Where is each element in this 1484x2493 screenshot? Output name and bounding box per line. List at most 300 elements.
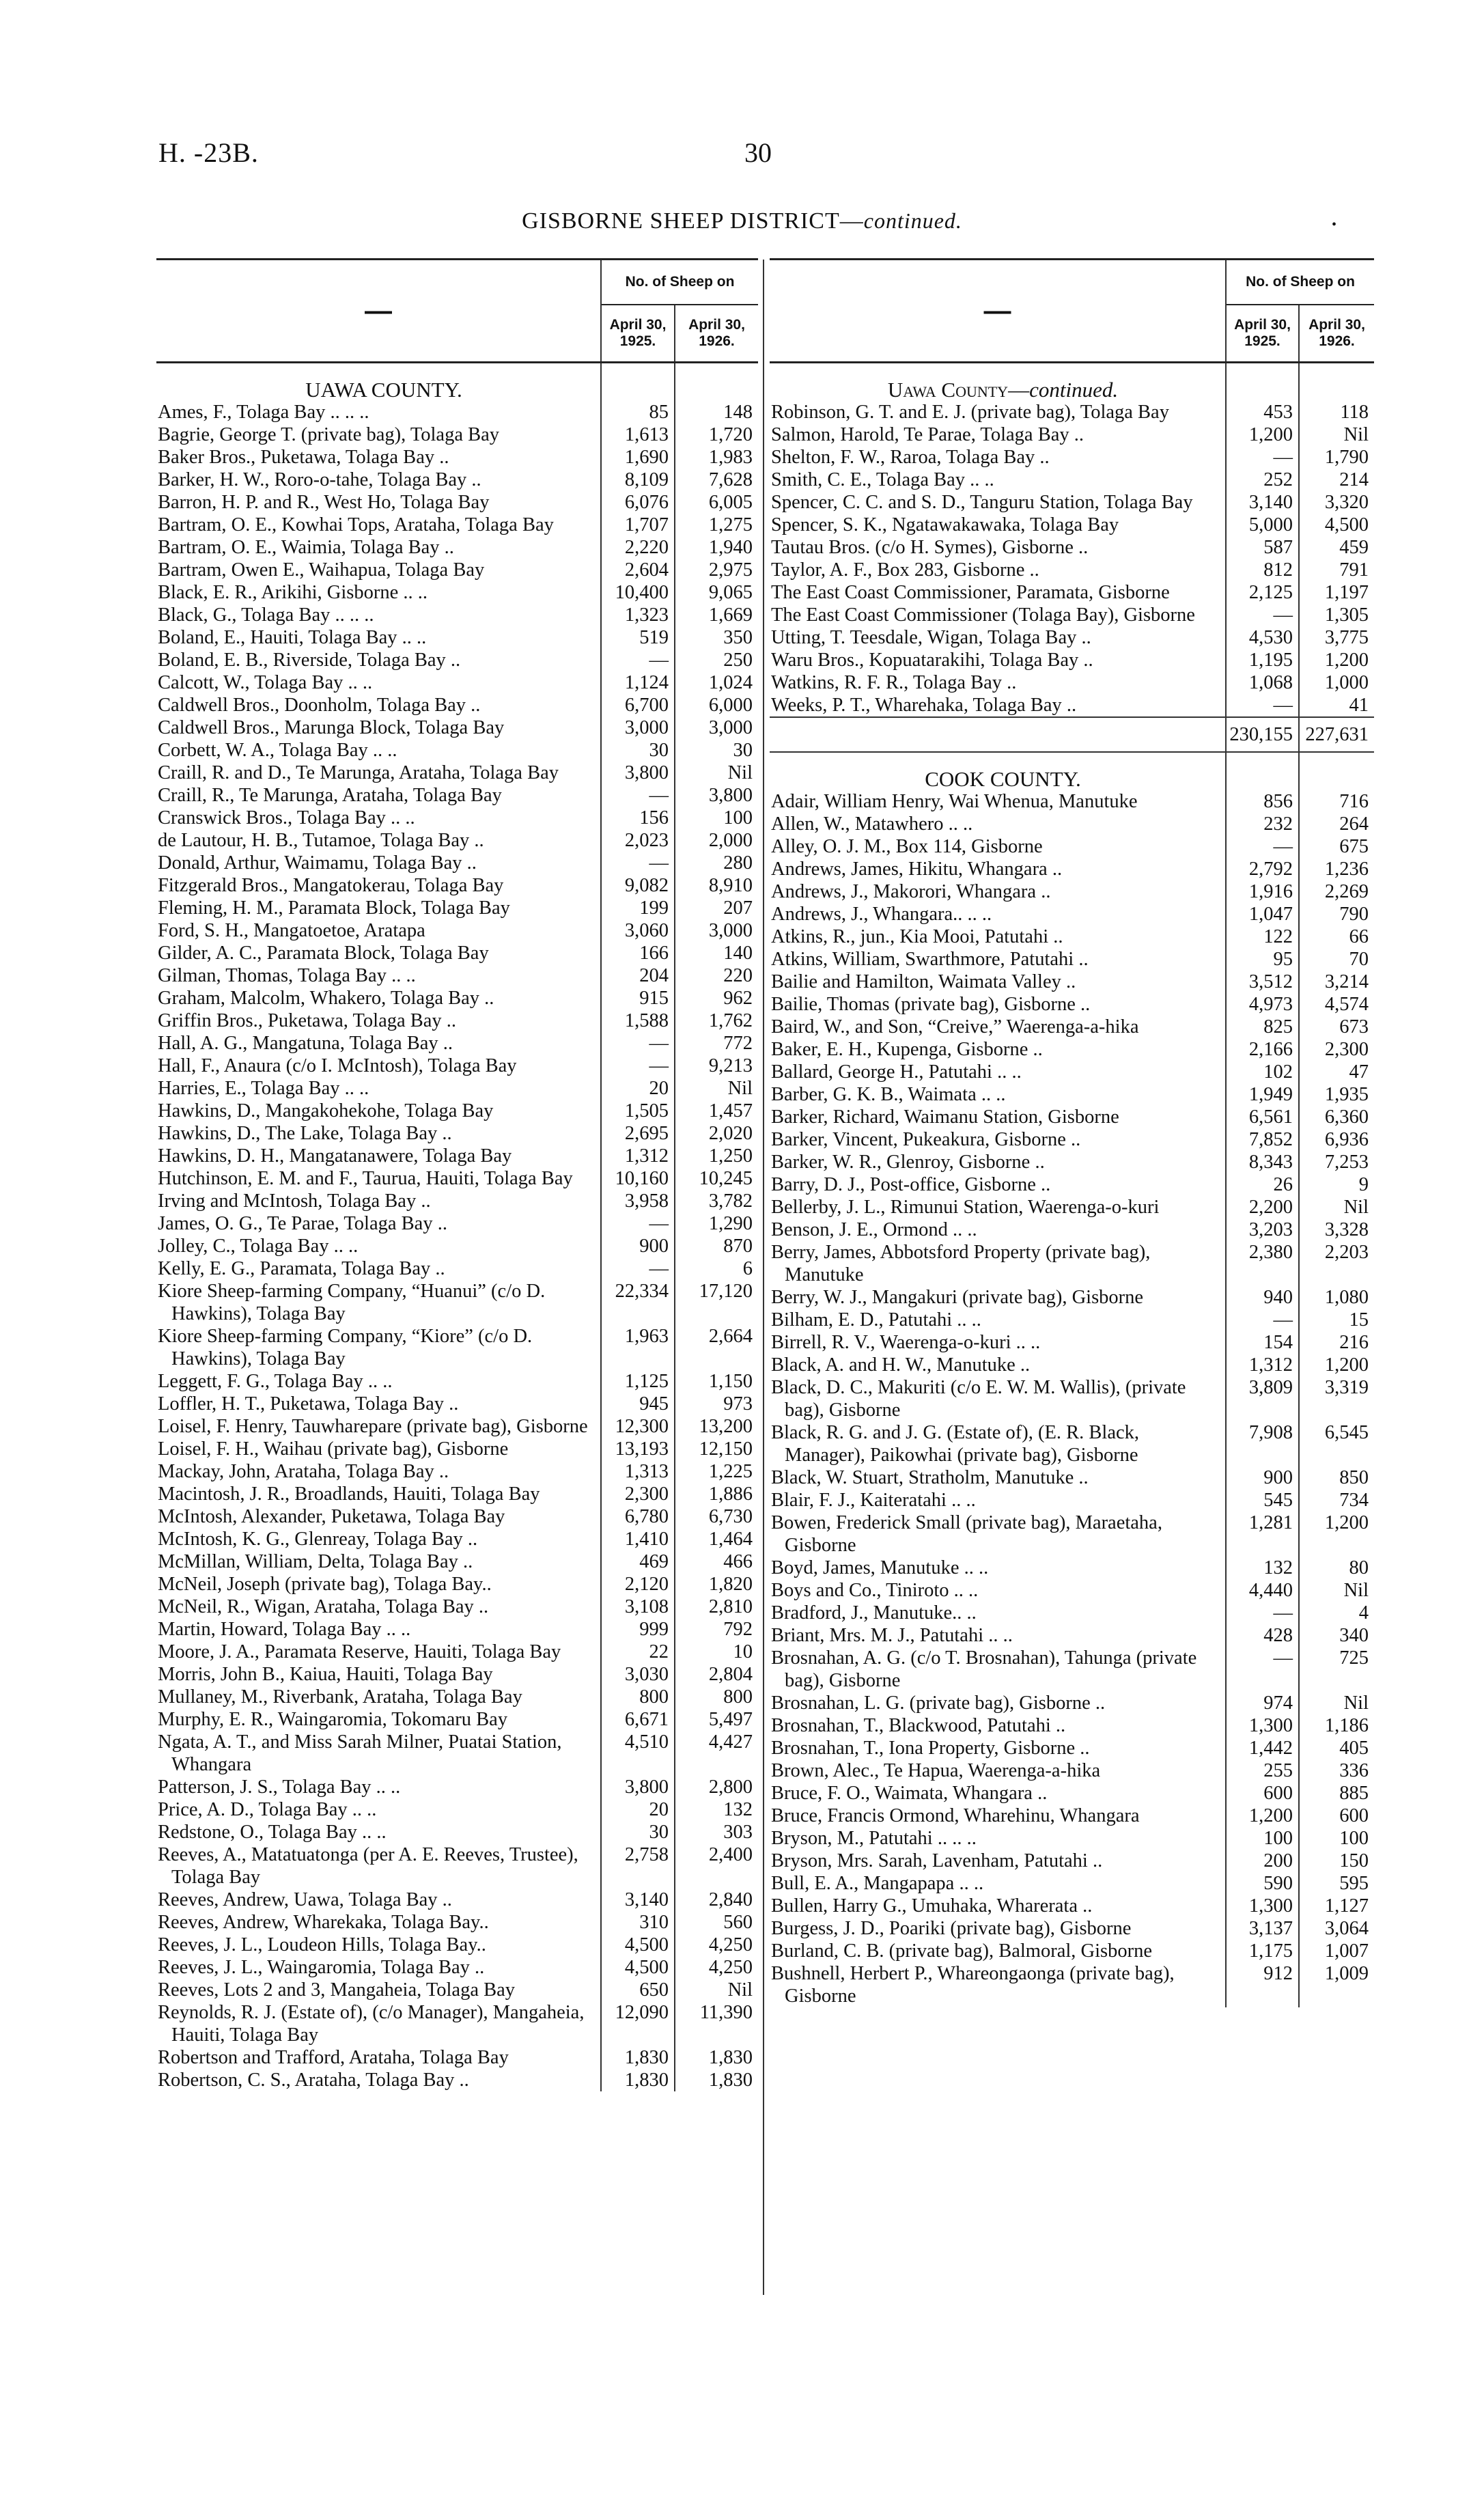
sheep-1925: 1,312 (1226, 1354, 1299, 1376)
sheep-1925: 8,343 (1226, 1151, 1299, 1173)
sheep-1925: 10,160 (601, 1167, 675, 1190)
table-row (770, 401, 1374, 423)
table-row (156, 1393, 758, 1415)
table-row (770, 1850, 1374, 1872)
owner-name: Robertson and Trafford, Arataha, Tolaga Bay (158, 2047, 509, 2068)
county-heading (156, 363, 601, 402)
sheep-1926: 8,910 (675, 874, 758, 897)
sheep-1925: 1,830 (601, 2069, 675, 2091)
owner-name: James, O. G., Te Parae, Tolaga Bay .. (158, 1213, 447, 1234)
document-reference: H. -23B. (158, 137, 259, 168)
owner-name: Bull, E. A., Mangapapa .. .. (771, 1873, 984, 1894)
sheep-1925: 469 (601, 1550, 675, 1573)
table-row (156, 1235, 758, 1257)
sheep-1925: 1,068 (1226, 671, 1299, 694)
sheep-1925: 2,220 (601, 536, 675, 559)
column-divider (763, 260, 764, 2295)
owner-name: Kiore Sheep-farming Company, “Kiore” (c/o D. Hawkins), Tolaga Bay (158, 1326, 533, 1369)
owner-name: Bilham, E. D., Patutahi .. .. (771, 1309, 981, 1331)
owner-name: Robertson, C. S., Arataha, Tolaga Bay .. (158, 2070, 469, 2091)
sheep-1925: 12,300 (601, 1415, 675, 1438)
sheep-1925: 3,203 (1226, 1218, 1299, 1241)
sheep-1925: 2,200 (1226, 1196, 1299, 1218)
owner-name: Baker, E. H., Kupenga, Gisborne .. (771, 1039, 1043, 1060)
table-row (770, 694, 1374, 717)
sheep-1926: 2,000 (675, 829, 758, 852)
sheep-1925: 3,137 (1226, 1917, 1299, 1940)
table-row (770, 1173, 1374, 1196)
sheep-1926: 1,464 (675, 1528, 758, 1550)
table-row (156, 1325, 758, 1370)
sheep-1926: 11,390 (675, 2001, 758, 2046)
owner-name: Reeves, J. L., Waingaromia, Tolaga Bay .. (158, 1957, 485, 1978)
sheep-1926: 10 (675, 1641, 758, 1663)
table-row (156, 987, 758, 1009)
sheep-1926: 1,009 (1299, 1962, 1374, 2007)
owner-name: Briant, Mrs. M. J., Patutahi .. .. (771, 1625, 1013, 1646)
owner-name: Alley, O. J. M., Box 114, Gisborne (771, 836, 1043, 857)
table-row (156, 807, 758, 829)
sheep-1925: — (601, 1212, 675, 1235)
sheep-1926: 675 (1299, 835, 1374, 858)
sheep-1926: 792 (675, 1618, 758, 1641)
sheep-1925: 310 (601, 1911, 675, 1934)
owner-name: Baird, W., and Son, “Creive,” Waerenga-a-hika (771, 1016, 1139, 1037)
sheep-1926: 150 (1299, 1850, 1374, 1872)
table-row (156, 401, 758, 423)
table-row (770, 971, 1374, 993)
sheep-1926: 3,800 (675, 784, 758, 807)
sheep-1926: 2,300 (1299, 1038, 1374, 1061)
sheep-1926: 3,000 (675, 716, 758, 739)
owner-name: Reeves, A., Matatuatonga (per A. E. Reeves, Trustee), Tolaga Bay (158, 1844, 578, 1888)
sheep-1925: — (601, 1055, 675, 1077)
sheep-1925: 6,780 (601, 1505, 675, 1528)
table-row (770, 491, 1374, 514)
sheep-1926: 7,253 (1299, 1151, 1374, 1173)
sheep-1926: 264 (1299, 813, 1374, 835)
table-row (156, 762, 758, 784)
sheep-1926: 1,200 (1299, 1354, 1374, 1376)
table-row (770, 948, 1374, 971)
table-row (156, 1122, 758, 1145)
sheep-1926: 7,628 (675, 469, 758, 491)
owner-name: Gilman, Thomas, Tolaga Bay .. .. (158, 965, 416, 986)
sheep-1926: 3,328 (1299, 1218, 1374, 1241)
empty-cell (675, 363, 758, 402)
sheep-1926: 250 (675, 649, 758, 671)
sheep-1926: 1,762 (675, 1009, 758, 1032)
owner-name: Bryson, M., Patutahi .. .. .. (771, 1828, 977, 1849)
sheep-1925: 1,175 (1226, 1940, 1299, 1962)
owner-name: Murphy, E. R., Waingaromia, Tokomaru Bay (158, 1709, 508, 1730)
sheep-1926: 1,457 (675, 1100, 758, 1122)
table-row (770, 671, 1374, 694)
table-row (770, 1106, 1374, 1128)
sheep-1926: 800 (675, 1686, 758, 1708)
owner-name: Reeves, Andrew, Wharekaka, Tolaga Bay.. (158, 1912, 489, 1933)
owner-name: Barker, W. R., Glenroy, Gisborne .. (771, 1152, 1045, 1173)
owner-name: Smith, C. E., Tolaga Bay .. .. (771, 469, 994, 490)
sheep-1925: 900 (1226, 1466, 1299, 1489)
sheep-1926: 148 (675, 401, 758, 423)
sheep-1925: 154 (1226, 1331, 1299, 1354)
table-row (770, 423, 1374, 446)
sheep-1925: 156 (601, 807, 675, 829)
owner-name: Barker, Richard, Waimanu Station, Gisborne (771, 1106, 1119, 1128)
owner-name: Boyd, James, Manutuke .. .. (771, 1557, 989, 1578)
sheep-1926: 13,200 (675, 1415, 758, 1438)
sheep-1926: 885 (1299, 1782, 1374, 1805)
sheep-1925: 232 (1226, 813, 1299, 835)
owner-name: Bruce, F. O., Waimata, Whangara .. (771, 1783, 1048, 1804)
table-row (156, 2046, 758, 2069)
sheep-1926: 1,186 (1299, 1714, 1374, 1737)
owner-name: Bagrie, George T. (private bag), Tolaga Bay (158, 424, 500, 445)
table-row (770, 1038, 1374, 1061)
sheep-1926: 791 (1299, 559, 1374, 581)
owner-name: Calcott, W., Tolaga Bay .. .. (158, 672, 373, 693)
owner-name: Andrews, J., Whangara.. .. .. (771, 904, 992, 925)
sheep-1925: 1,707 (601, 514, 675, 536)
sheep-1926: 1,983 (675, 446, 758, 469)
sheep-1925: 600 (1226, 1782, 1299, 1805)
sheep-1926: Nil (1299, 1692, 1374, 1714)
owner-name: The East Coast Commissioner, Paramata, Gisborne (771, 582, 1170, 603)
table-row (156, 649, 758, 671)
sheep-1925: 825 (1226, 1016, 1299, 1038)
owner-name: Barker, H. W., Roro-o-tahe, Tolaga Bay .. (158, 469, 481, 490)
sheep-1926: 6,360 (1299, 1106, 1374, 1128)
owner-name: Patterson, J. S., Tolaga Bay .. .. (158, 1777, 401, 1798)
sheep-1926: 673 (1299, 1016, 1374, 1038)
owner-name: Moore, J. A., Paramata Reserve, Hauiti, Tolaga Bay (158, 1641, 561, 1662)
owner-name: Fleming, H. M., Paramata Block, Tolaga Bay (158, 897, 510, 919)
empty-cell (1299, 752, 1374, 790)
county-heading (770, 752, 1226, 790)
sheep-1926: 1,275 (675, 514, 758, 536)
table-row (770, 626, 1374, 649)
sheep-1925: 1,200 (1226, 1805, 1299, 1827)
table-row (156, 942, 758, 964)
sheep-1926: 350 (675, 626, 758, 649)
sheep-1925: 3,800 (601, 1776, 675, 1798)
sheep-1926: 1,790 (1299, 446, 1374, 469)
sheep-1926: 1,250 (675, 1145, 758, 1167)
sheep-1926: 80 (1299, 1557, 1374, 1579)
table-row (770, 1151, 1374, 1173)
table-row (156, 581, 758, 604)
table-row (770, 1286, 1374, 1309)
table-row (156, 1798, 758, 1821)
sheep-1926: 466 (675, 1550, 758, 1573)
table-row (156, 1483, 758, 1505)
owner-name: Hawkins, D., The Lake, Tolaga Bay .. (158, 1123, 452, 1144)
sheep-1926: 850 (1299, 1466, 1374, 1489)
county-heading-row (770, 363, 1374, 402)
table-row (156, 829, 758, 852)
table-row (770, 1895, 1374, 1917)
sheep-1926: 1,080 (1299, 1286, 1374, 1309)
table-row (770, 1579, 1374, 1602)
column-header-1925: April 30, 1925. (1226, 305, 1299, 363)
sheep-1925: 428 (1226, 1624, 1299, 1647)
owner-name: Gilder, A. C., Paramata Block, Tolaga Bay (158, 943, 489, 964)
owner-name: McNeil, Joseph (private bag), Tolaga Bay.. (158, 1574, 492, 1595)
sheep-1926: 725 (1299, 1647, 1374, 1692)
sheep-1925: 4,500 (601, 1956, 675, 1979)
sheep-1926: Nil (675, 1979, 758, 2001)
owner-name: Spencer, S. K., Ngatawakawaka, Tolaga Bay (771, 514, 1119, 535)
sheep-1926: 2,269 (1299, 880, 1374, 903)
owner-name: Craill, R., Te Marunga, Arataha, Tolaga Bay (158, 785, 502, 806)
sheep-1925: 2,023 (601, 829, 675, 852)
sheep-1926: 30 (675, 739, 758, 762)
sheep-1926: 220 (675, 964, 758, 987)
sheep-1925: — (601, 784, 675, 807)
sheep-1925: 1,442 (1226, 1737, 1299, 1759)
sheep-1926: 100 (1299, 1827, 1374, 1850)
sheep-1926: 3,000 (675, 919, 758, 942)
owner-name: Taylor, A. F., Box 283, Gisborne .. (771, 559, 1039, 581)
sheep-1926: 1,305 (1299, 604, 1374, 626)
table-row (770, 1917, 1374, 1940)
sheep-1925: 915 (601, 987, 675, 1009)
sheep-1925: 2,792 (1226, 858, 1299, 880)
sheep-table-right (770, 258, 1374, 2007)
total-row (770, 717, 1374, 752)
sheep-1925: 122 (1226, 925, 1299, 948)
table-row (156, 739, 758, 762)
sheep-1925: 3,140 (1226, 491, 1299, 514)
sheep-1926: 3,214 (1299, 971, 1374, 993)
sheep-1925: 100 (1226, 1827, 1299, 1850)
sheep-1926: 1,720 (675, 423, 758, 446)
table-row (770, 1940, 1374, 1962)
table-row (156, 536, 758, 559)
owner-name: Ballard, George H., Patutahi .. .. (771, 1061, 1022, 1083)
table-row (156, 2001, 758, 2046)
sheep-1925: 6,076 (601, 491, 675, 514)
sheep-1926: 1,820 (675, 1573, 758, 1596)
owner-name: Ames, F., Tolaga Bay .. .. .. (158, 402, 369, 423)
sheep-1925: 1,323 (601, 604, 675, 626)
owner-name: Ngata, A. T., and Miss Sarah Milner, Puatai Station, Whangara (158, 1731, 562, 1775)
owner-name: Boys and Co., Tiniroto .. .. (771, 1580, 979, 1601)
owner-name: Reynolds, R. J. (Estate of), (c/o Manager), Mangaheia, Hauiti, Tolaga Bay (158, 2002, 585, 2046)
owner-name: Loisel, F. Henry, Tauwharepare (private bag), Gisborne (158, 1416, 588, 1437)
owner-name: Hall, A. G., Mangatuna, Tolaga Bay .. (158, 1033, 453, 1054)
table-row (156, 874, 758, 897)
sheep-1925: 2,380 (1226, 1241, 1299, 1286)
sheep-1925: 1,125 (601, 1370, 675, 1393)
owner-name: Bartram, O. E., Kowhai Tops, Arataha, Tolaga Bay (158, 514, 554, 535)
table-row (770, 1827, 1374, 1850)
sheep-1926: 41 (1299, 694, 1374, 717)
table-row (156, 1843, 758, 1889)
table-row (156, 1145, 758, 1167)
sheep-1925: 252 (1226, 469, 1299, 491)
sheep-1926: 340 (1299, 1624, 1374, 1647)
sheep-1926: 5,497 (675, 1708, 758, 1731)
sheep-1926: 118 (1299, 401, 1374, 423)
table-row (156, 897, 758, 919)
table-row (770, 1759, 1374, 1782)
owner-name: McNeil, R., Wigan, Arataha, Tolaga Bay .. (158, 1596, 489, 1617)
owner-name: Bradford, J., Manutuke.. .. (771, 1602, 977, 1624)
owner-name: Brosnahan, A. G. (c/o T. Brosnahan), Tahunga (private bag), Gisborne (771, 1647, 1197, 1691)
table-row (156, 1776, 758, 1798)
table-row (156, 1077, 758, 1100)
sheep-1926: 100 (675, 807, 758, 829)
table-row (770, 858, 1374, 880)
sheep-1926: 4,574 (1299, 993, 1374, 1016)
sheep-count-group-header: No. of Sheep on (1226, 260, 1374, 305)
owner-name: Baker Bros., Puketawa, Tolaga Bay .. (158, 447, 449, 468)
owner-name: Fitzgerald Bros., Mangatokerau, Tolaga Bay (158, 875, 504, 896)
table-row (156, 1596, 758, 1618)
sheep-1926: 560 (675, 1911, 758, 1934)
sheep-1925: 26 (1226, 1173, 1299, 1196)
sheep-1925: 1,312 (601, 1145, 675, 1167)
owner-name: Barry, D. J., Post-office, Gisborne .. (771, 1174, 1051, 1195)
table-row (770, 903, 1374, 925)
table-row (770, 1714, 1374, 1737)
empty-cell (601, 363, 675, 402)
table-row (156, 671, 758, 694)
sheep-1925: 30 (601, 1821, 675, 1843)
owner-name: Berry, W. J., Mangakuri (private bag), Gisborne (771, 1287, 1144, 1308)
table-row (156, 1731, 758, 1776)
owner-name: Harries, E., Tolaga Bay .. .. (158, 1078, 369, 1099)
sheep-1925: 3,809 (1226, 1376, 1299, 1421)
sheep-1925: 200 (1226, 1850, 1299, 1872)
table-row (156, 1032, 758, 1055)
sheep-1926: 1,886 (675, 1483, 758, 1505)
table-row (770, 880, 1374, 903)
sheep-1926: 716 (1299, 790, 1374, 813)
table-row (156, 1505, 758, 1528)
sheep-1925: 1,300 (1226, 1895, 1299, 1917)
table-row (770, 559, 1374, 581)
table-row (770, 1309, 1374, 1331)
column-header-1926: April 30, 1926. (1299, 305, 1374, 363)
owner-name: Atkins, R., jun., Kia Mooi, Patutahi .. (771, 926, 1063, 947)
table-row (156, 1415, 758, 1438)
owner-name: Black, D. C., Makuriti (c/o E. W. M. Wallis), (private bag), Gisborne (771, 1377, 1186, 1421)
sheep-1925: 856 (1226, 790, 1299, 813)
owner-name: Barker, Vincent, Pukeakura, Gisborne .. (771, 1129, 1081, 1150)
sheep-1926: 1,236 (1299, 858, 1374, 880)
sheep-1925: — (1226, 446, 1299, 469)
owner-name: Martin, Howard, Tolaga Bay .. .. (158, 1619, 411, 1640)
table-row (156, 1821, 758, 1843)
sheep-1926: 12,150 (675, 1438, 758, 1460)
owner-name: Black, E. R., Arikihi, Gisborne .. .. (158, 582, 428, 603)
owner-name: Boland, E. B., Riverside, Tolaga Bay .. (158, 650, 461, 671)
owner-name: Donald, Arthur, Waimamu, Tolaga Bay .. (158, 852, 477, 874)
sheep-1925: 3,512 (1226, 971, 1299, 993)
sheep-1925: 1,916 (1226, 880, 1299, 903)
owner-name: Barron, H. P. and R., West Ho, Tolaga Bay (158, 492, 490, 513)
sheep-1926: 4,500 (1299, 514, 1374, 536)
sheep-1925: 650 (601, 1979, 675, 2001)
sheep-1926: 1,200 (1299, 649, 1374, 671)
sheep-1926: 405 (1299, 1737, 1374, 1759)
table-row (156, 1708, 758, 1731)
sheep-1926: 140 (675, 942, 758, 964)
sheep-1925: 7,852 (1226, 1128, 1299, 1151)
sheep-1925: 1,949 (1226, 1083, 1299, 1106)
sheep-1926: 2,804 (675, 1663, 758, 1686)
sheep-1926: 9,213 (675, 1055, 758, 1077)
sheep-1925: 3,800 (601, 762, 675, 784)
title-suffix: continued. (863, 208, 962, 233)
sheep-1926: 1,197 (1299, 581, 1374, 604)
sheep-1925: 5,000 (1226, 514, 1299, 536)
sheep-1925: 3,030 (601, 1663, 675, 1686)
sheep-1925: 20 (601, 1798, 675, 1821)
table-row (156, 1190, 758, 1212)
sheep-1926: 2,810 (675, 1596, 758, 1618)
sheep-1925: 590 (1226, 1872, 1299, 1895)
table-row (156, 559, 758, 581)
table-body (770, 363, 1374, 2008)
table-row (156, 852, 758, 874)
sheep-1925: 545 (1226, 1489, 1299, 1512)
table-row (770, 1805, 1374, 1827)
table-row (156, 514, 758, 536)
owner-name: Benson, J. E., Ormond .. .. (771, 1219, 977, 1240)
table-body (156, 363, 758, 2092)
owner-name: Ford, S. H., Mangatoetoe, Aratapa (158, 920, 425, 941)
table-row (156, 1641, 758, 1663)
table-row (770, 1128, 1374, 1151)
sheep-1925: 30 (601, 739, 675, 762)
table-row (156, 1550, 758, 1573)
sheep-1926: 3,064 (1299, 1917, 1374, 1940)
sheep-1925: 812 (1226, 559, 1299, 581)
sheep-1925: 22,334 (601, 1280, 675, 1325)
sheep-1926: 3,319 (1299, 1376, 1374, 1421)
sheep-1926: 47 (1299, 1061, 1374, 1083)
sheep-1925: 800 (601, 1686, 675, 1708)
sheep-1926: 6,936 (1299, 1128, 1374, 1151)
owner-name: Salmon, Harold, Te Parae, Tolaga Bay .. (771, 424, 1084, 445)
table-row (156, 1100, 758, 1122)
owner-name: Weeks, P. T., Wharehaka, Tolaga Bay .. (771, 695, 1077, 716)
table-row (156, 1911, 758, 1934)
sheep-1925: 102 (1226, 1061, 1299, 1083)
sheep-1926: 1,000 (1299, 671, 1374, 694)
sheep-1925: 6,561 (1226, 1106, 1299, 1128)
sheep-1926: 3,775 (1299, 626, 1374, 649)
sheep-1925: 1,200 (1226, 423, 1299, 446)
table-row (770, 469, 1374, 491)
owner-name: Spencer, C. C. and S. D., Tanguru Station, Tolaga Bay (771, 492, 1193, 513)
sheep-1925: 230,155 (1226, 717, 1299, 752)
sheep-1926: 280 (675, 852, 758, 874)
sheep-1926: 207 (675, 897, 758, 919)
sheep-1925: 1,690 (601, 446, 675, 469)
sheep-1926: 772 (675, 1032, 758, 1055)
sheep-1926: 70 (1299, 948, 1374, 971)
sheep-1925: — (1226, 835, 1299, 858)
page-title (0, 208, 1484, 234)
table-row (156, 1257, 758, 1280)
sheep-1926: 1,290 (675, 1212, 758, 1235)
sheep-1926: 2,664 (675, 1325, 758, 1370)
